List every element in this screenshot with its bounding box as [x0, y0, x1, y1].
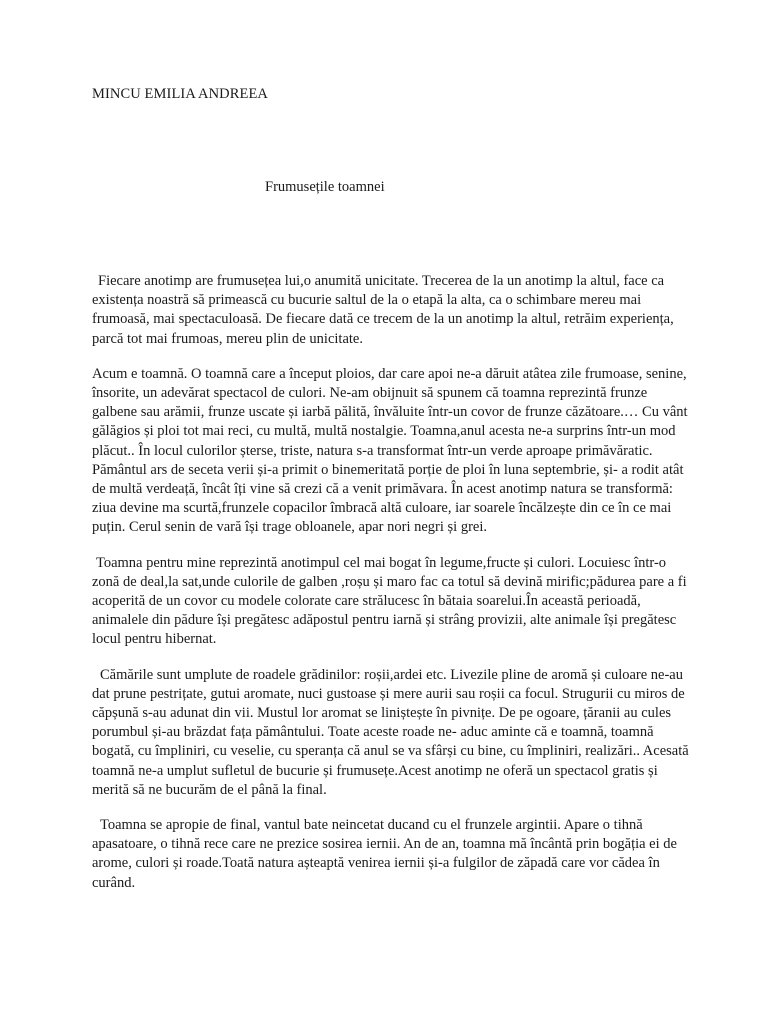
document-body: [92, 272, 690, 909]
paragraph-1: Fiecare anotimp are frumusețea lui,o anumită unicitate. Trecerea de la un anotimp la altul, face ca existența noastră să primească cu bucurie saltul de la o etapă la alta, ca o schimbare mereu mai frumoasă, mai spectaculoasă. De fiecare dată ce trecem de la un anotimp la altul, retrăim experiența, parcă tot mai frumoas, mereu plin de unicitate.: [92, 273, 674, 347]
paragraph-3: Toamna pentru mine reprezintă anotimpul cel mai bogat în legume,fructe și culori. Locuiesc într-o zonă de deal,la sat,unde culorile de galben ,roșu și maro fac ca totul să devină mirific;pădurea pare a fi acoperită de un covor cu modele colorate care strălucesc în bătaia soarelui.În această perioadă, animalele din pădure își pregătesc adăpostul pentru iarnă și strâng provizii, alte animale își pregătesc locul pentru hibernat.: [92, 554, 687, 648]
document-title: Frumusețile toamnei: [265, 179, 385, 195]
paragraph-2: Acum e toamnă. O toamnă care a început ploios, dar care apoi ne-a dăruit atâtea zile frumoase, senine, însorite, un adevărat spectacol de culori. Ne-am obijnuit să spunem că toamna reprezintă frunze galbene sau arămii, frunze uscate și iarbă pălită, învăluite într-un covor de frunze căzătoare.… Cu vânt gălăgios și ploi tot mai reci, cu multă, multă nostalgie. Toamna,anul acesta ne-a surprins într-un mod plăcut.. În locul culorilor șterse, triste, natura s-a transformat într-un verde aproape primăvăratic. Pământul ars de seceta verii și-a primit o binemeritată porție de ploi în luna septembrie, și- a rodit atât de multă verdeață, încât îți vine să crezi că a venit primăvara. În acest anotimp natura se transformă: ziua devine ma scurtă,frunzele copacilor îmbracă altă culoare, iar soarele încălzește din ce în ce mai puțin. Cerul senin de vară își trage obloanele, apar nori negri și grei.: [92, 365, 688, 536]
author-name: MINCU EMILIA ANDREEA: [92, 86, 268, 102]
paragraph-4: Cămările sunt umplute de roadele grădinilor: roșii,ardei etc. Livezile pline de aromă și culoare ne-au dat prune pestrițate, gutui aromate, nuci gustoase și mere aurii sau roșii ca focul. Strugurii cu miros de căpșună s-au adunat din vii. Mustul lor aromat se liniștește în pivnițe. De pe ogoare, țăranii au cules porumbul și-au brăzdat fața pământului. Toate aceste roade ne- aduc aminte că e toamnă, toamnă bogată, cu împliniri, cu veselie, cu speranța că anul se va sfârși cu bine, cu împliniri, realizări.. Acesată toamnă ne-a umplut sufletul de bucurie și frumusețe.Acest anotimp ne oferă un spectacol gratis și merită să ne bucurăm de el până la final.: [92, 666, 689, 798]
paragraph-5: Toamna se apropie de final, vantul bate neincetat ducand cu el frunzele argintii. Apare o tihnă apasatoare, o tihnă rece care ne prezice sosirea iernii. An de an, toamna mă încântă prin bogăția ei de arome, culori și roade.Toată natura așteaptă venirea iernii și-a fulgilor de zăpadă care vor cădea în curând.: [92, 817, 677, 891]
